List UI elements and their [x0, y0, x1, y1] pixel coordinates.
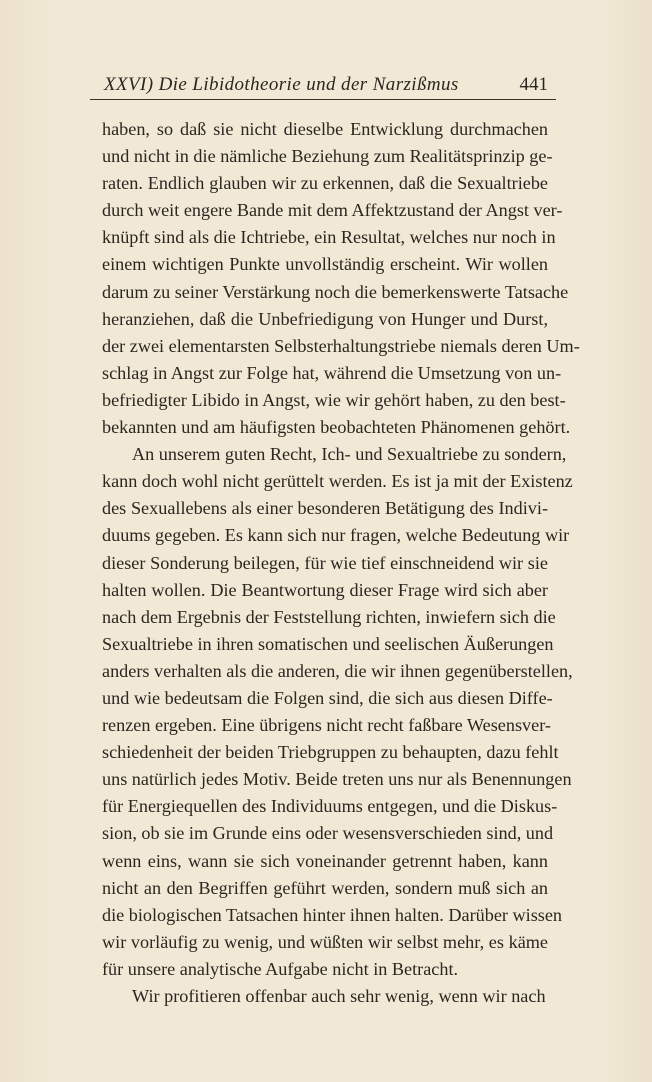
text-line: Sexualtriebe in ihren somatischen und seelischen Äußerungen	[102, 633, 554, 654]
text-line: für Energiequellen des Individuums entgegen, und die Diskus-	[102, 796, 558, 817]
text-line: An unserem guten Recht, Ich- und Sexualtriebe zu sondern,	[132, 444, 567, 465]
text-line: und wie bedeutsam die Folgen sind, die sich aus diesen Diffe-	[102, 687, 553, 708]
text-line: schiedenheit der beiden Triebgruppen zu behaupten, dazu fehlt	[102, 742, 559, 763]
text-line: des Sexuallebens als einer besonderen Betätigung des Indivi-	[102, 498, 548, 519]
text-line: nicht an den Begriffen geführt werden, sondern muß sich an	[102, 877, 548, 898]
text-line: raten. Endlich glauben wir zu erkennen, daß die Sexualtriebe	[102, 173, 548, 194]
text-line: wir vorläufig zu wenig, und wüßten wir selbst mehr, es käme	[102, 931, 548, 952]
text-line: nach dem Ergebnis der Feststellung richten, inwiefern sich die	[102, 606, 556, 627]
text-line: dieser Sonderung beilegen, für wie tief einschneidend wir sie	[102, 552, 548, 573]
text-line: heranziehen, daß die Unbefriedigung von Hunger und Durst,	[102, 308, 548, 329]
text-line: für unsere analytische Aufgabe nicht in Betracht.	[102, 958, 459, 979]
running-header	[104, 70, 550, 98]
text-line: halten wollen. Die Beantwortung dieser Frage wird sich aber	[102, 579, 548, 600]
header-rule	[90, 99, 556, 100]
text-line: wenn eins, wann sie sich voneinander getrennt haben, kann	[102, 850, 548, 871]
running-title: XXVI) Die Libidotheorie und der Narzißmus	[104, 74, 459, 95]
page-number: 441	[519, 74, 548, 95]
text-line: befriedigter Libido in Angst, wie wir gehört haben, zu den best-	[102, 389, 566, 410]
text-line: bekannten und am häufigsten beobachteten Phänomenen gehört.	[102, 417, 571, 438]
text-line: darum zu seiner Verstärkung noch die bemerkenswerte Tatsache	[102, 281, 569, 302]
body-text	[102, 116, 580, 1010]
text-line: schlag in Angst zur Folge hat, während die Umsetzung von un-	[102, 362, 562, 383]
text-line: kann doch wohl nicht gerüttelt werden. Es ist ja mit der Existenz	[102, 471, 573, 492]
text-line: anders verhalten als die anderen, die wir ihnen gegenüberstellen,	[102, 660, 573, 681]
text-line: und nicht in die nämliche Beziehung zum Realitätsprinzip ge-	[102, 146, 553, 167]
text-line: duums gegeben. Es kann sich nur fragen, welche Bedeutung wir	[102, 525, 570, 546]
text-line: der zwei elementarsten Selbsterhaltungstriebe niemals deren Um-	[102, 335, 580, 356]
paragraph	[102, 983, 548, 1010]
paragraph	[102, 441, 573, 983]
text-line: die biologischen Tatsachen hinter ihnen halten. Darüber wissen	[102, 904, 563, 925]
text-line: Wir profitieren offenbar auch sehr wenig, wenn wir nach	[132, 986, 546, 1006]
text-line: knüpft sind als die Ichtriebe, ein Resultat, welches nur noch in	[102, 227, 556, 248]
text-line: renzen ergeben. Eine übrigens nicht recht faßbare Wesensver-	[102, 715, 551, 736]
text-line: haben, so daß sie nicht dieselbe Entwicklung durchmachen	[102, 119, 548, 139]
paragraph	[102, 116, 580, 441]
text-line: durch weit engere Bande mit dem Affektzustand der Angst ver-	[102, 200, 563, 221]
text-line: uns natürlich jedes Motiv. Beide treten uns nur als Benennungen	[102, 769, 572, 790]
text-line: einem wichtigen Punkte unvollständig erscheint. Wir wollen	[102, 254, 548, 275]
text-line: sion, ob sie im Grunde eins oder wesensverschieden sind, und	[102, 823, 554, 844]
